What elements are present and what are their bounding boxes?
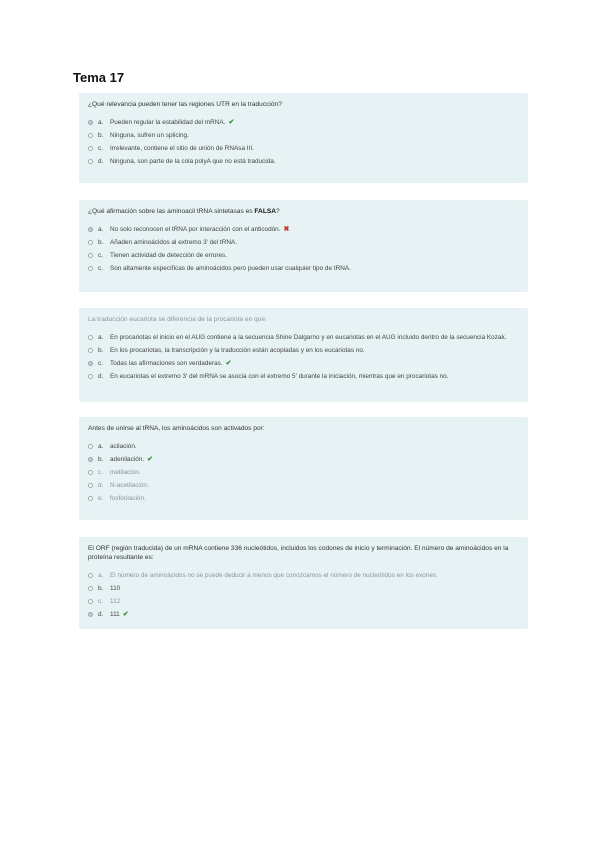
option-letter: b. [98, 585, 104, 592]
options-list [88, 571, 519, 619]
radio-icon[interactable] [88, 159, 93, 164]
radio-icon[interactable] [88, 483, 93, 488]
radio-icon[interactable] [88, 253, 93, 258]
option-letter: c. [98, 145, 103, 152]
option-letter: d. [98, 158, 104, 165]
radio-selected-icon[interactable] [88, 612, 93, 617]
radio-icon[interactable] [88, 444, 93, 449]
question-text [88, 207, 519, 216]
question-text: La traducción eucariota se diferencia de la procariota en que: [88, 316, 267, 323]
question-text-pre: ¿Qué afirmación sobre las aminoacil tRNA sintetasas es [88, 208, 255, 215]
option-a[interactable] [88, 225, 519, 234]
radio-icon[interactable] [88, 335, 93, 340]
radio-selected-icon[interactable] [88, 120, 93, 125]
option-letter: d. [98, 373, 104, 380]
question-text: El ORF (región traducida) de un mRNA contiene 336 nucleótidos, incluidos los codones de inicio y terminación. El número de aminoácidos en la proteína resultante es: [88, 545, 509, 561]
option-e[interactable] [88, 494, 519, 503]
radio-icon[interactable] [88, 266, 93, 271]
options-list [88, 225, 519, 273]
option-a[interactable] [88, 333, 519, 342]
option-text: Son altamente específicas de aminoácidos pero pueden usar cualquier tipo de tRNA. [110, 265, 351, 272]
radio-icon[interactable] [88, 146, 93, 151]
radio-icon[interactable] [88, 470, 93, 475]
option-text: Ninguna, son parte de la cola polyA que no está traducida. [110, 158, 276, 165]
option-letter: b. [98, 132, 104, 139]
option-letter: a. [98, 226, 104, 233]
option-d[interactable] [88, 610, 519, 619]
check-icon: ✔ [122, 611, 129, 618]
option-text: metilación. [110, 469, 141, 476]
check-icon: ✔ [228, 119, 235, 126]
option-b[interactable] [88, 455, 519, 464]
option-text: En procariotas el inicio en el AUG contiene a la secuencia Shine Dalgarno y en eucariotas en el AUG incluido dentro de la secuencia Kozak. [110, 334, 507, 341]
radio-icon[interactable] [88, 133, 93, 138]
radio-icon[interactable] [88, 374, 93, 379]
options-list [88, 333, 519, 381]
option-text: Pueden regular la estabilidad del mRNA. [110, 119, 226, 126]
question-card-2 [79, 200, 528, 292]
option-letter: c. [98, 360, 103, 367]
option-c[interactable] [88, 597, 519, 606]
options-list [88, 442, 519, 503]
option-letter: a. [98, 572, 104, 579]
option-d[interactable] [88, 372, 519, 381]
option-d[interactable] [88, 264, 519, 273]
option-c[interactable] [88, 251, 519, 260]
option-d[interactable] [88, 157, 519, 166]
option-b[interactable] [88, 584, 519, 593]
option-c[interactable] [88, 468, 519, 477]
option-letter: c. [98, 598, 103, 605]
option-letter: b. [98, 347, 104, 354]
radio-icon[interactable] [88, 586, 93, 591]
radio-icon[interactable] [88, 240, 93, 245]
radio-icon[interactable] [88, 573, 93, 578]
option-c[interactable] [88, 144, 519, 153]
option-letter: d. [98, 482, 104, 489]
question-text: ¿Qué relevancia pueden tener las regiones UTR en la traducción? [88, 101, 282, 108]
option-text: 112 [110, 598, 121, 605]
question-text: Antes de unirse al tRNA, los aminoácidos son activados por: [88, 425, 265, 432]
option-text: Añaden aminoácidos al extremo 3' del tRNA. [110, 239, 237, 246]
question-card-5 [79, 537, 528, 629]
option-b[interactable] [88, 238, 519, 247]
page-title: Tema 17 [73, 70, 125, 85]
question-card-1 [79, 93, 528, 183]
option-text: El número de aminoácidos no se puede deducir a menos que conozcamos el número de nucleótidos en los exones. [110, 572, 438, 579]
option-b[interactable] [88, 131, 519, 140]
option-text: No solo reconocen el tRNA por interacción con el anticodón. [110, 226, 281, 233]
option-text: fosforilación. [110, 495, 146, 502]
radio-icon[interactable] [88, 348, 93, 353]
option-letter: a. [98, 443, 104, 450]
option-text: acilación. [110, 443, 137, 450]
question-text-emphasis: FALSA [254, 208, 277, 215]
radio-icon[interactable] [88, 599, 93, 604]
option-letter: a. [98, 334, 104, 341]
radio-selected-icon[interactable] [88, 227, 93, 232]
option-text: 110 [110, 585, 121, 592]
option-letter: c. [98, 252, 103, 259]
option-text: Irrelevante, contiene el sitio de unión de RNAsa III. [110, 145, 254, 152]
option-text: Ninguna, sufren un splicing. [110, 132, 189, 139]
question-text-post: ? [276, 208, 280, 215]
option-letter: c. [98, 469, 103, 476]
option-d[interactable] [88, 481, 519, 490]
option-text: N-acetilación. [110, 482, 149, 489]
option-letter: d. [98, 611, 104, 618]
option-letter: b. [98, 456, 104, 463]
question-card-3 [79, 308, 528, 402]
option-a[interactable] [88, 571, 519, 580]
radio-selected-icon[interactable] [88, 361, 93, 366]
option-text: Todas las afirmaciones son verdaderas. [110, 360, 223, 367]
option-a[interactable] [88, 442, 519, 451]
option-text: Tienen actividad de detección de errores. [110, 252, 227, 259]
option-letter: e. [98, 495, 104, 502]
option-a[interactable] [88, 118, 519, 127]
options-list [88, 118, 519, 166]
option-letter: c. [98, 265, 103, 272]
option-letter: b. [98, 239, 104, 246]
radio-icon[interactable] [88, 496, 93, 501]
option-c[interactable] [88, 359, 519, 368]
option-text: En los procariotas, la transcripción y la traducción están acopladas y en los eucariotas no. [110, 347, 365, 354]
check-icon: ✔ [147, 456, 153, 463]
cross-icon: ✖ [283, 226, 290, 233]
option-text: adenilación. [110, 456, 145, 463]
check-icon: ✔ [225, 360, 232, 367]
option-letter: a. [98, 119, 104, 126]
question-card-4 [79, 417, 528, 520]
option-b[interactable] [88, 346, 519, 355]
option-text: 111 [110, 611, 120, 618]
option-text: En eucariotas el extremo 3' del mRNA se asocia con el extremo 5' durante la iniciación, mientras que en procariotas no. [110, 373, 449, 380]
radio-selected-icon[interactable] [88, 457, 93, 462]
